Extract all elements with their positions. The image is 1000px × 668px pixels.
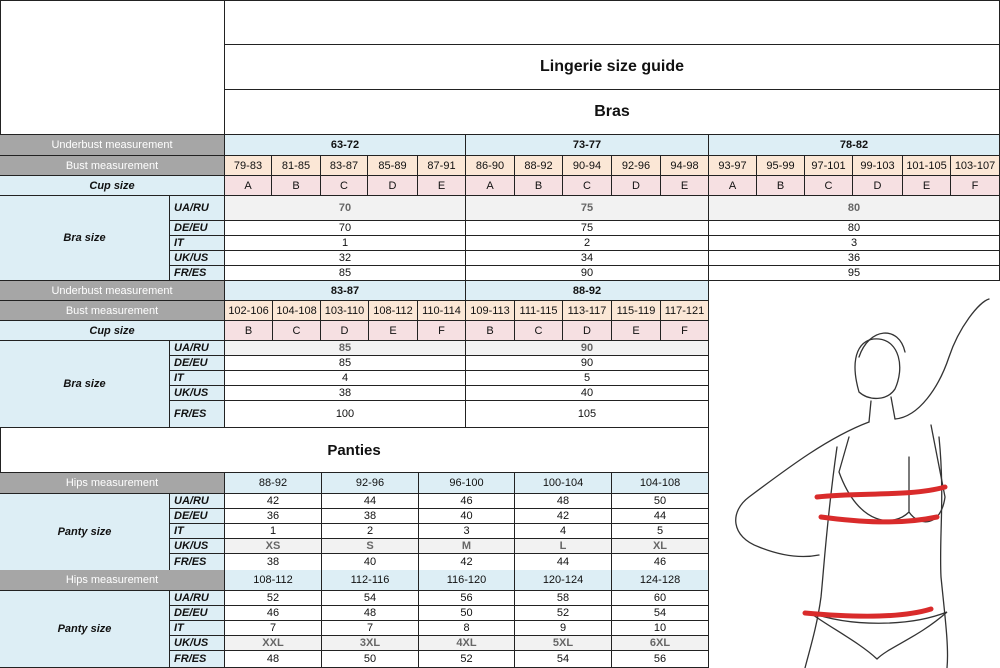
system-label: UK/US: [170, 636, 225, 651]
system-label: FR/ES: [170, 266, 225, 281]
hips-range: 120-124: [515, 570, 612, 591]
hips-measure-line: [805, 609, 931, 616]
system-label: DE/EU: [170, 356, 225, 371]
bust-label: Bust measurement: [0, 301, 225, 321]
panty-size-value: 52: [515, 606, 612, 621]
cup-size: A: [709, 176, 757, 196]
panty-size-value: 7: [225, 621, 322, 636]
panty-size-value: XXL: [225, 636, 322, 651]
figure-torso-left: [805, 447, 837, 668]
underbust-range: 83-87: [225, 281, 466, 301]
system-label: FR/ES: [170, 401, 225, 428]
system-label: IT: [170, 236, 225, 251]
panty-size-value: 3: [419, 524, 515, 539]
figure-head: [855, 339, 900, 399]
bust-range: 103-107: [951, 156, 1000, 176]
system-label: UA/RU: [170, 591, 225, 606]
cup-size: A: [225, 176, 272, 196]
hips-range: 92-96: [322, 473, 419, 494]
figure-left-arm: [736, 422, 869, 557]
bra-size-value: 80: [709, 196, 1000, 221]
cup-size-label: Cup size: [0, 321, 225, 341]
cup-size: F: [418, 321, 466, 341]
bust-range: 88-92: [515, 156, 563, 176]
panty-size-value: 42: [419, 554, 515, 571]
bust-range: 92-96: [612, 156, 661, 176]
bust-range: 104-108: [273, 301, 321, 321]
cup-size: B: [272, 176, 321, 196]
cup-size: E: [369, 321, 418, 341]
panty-size-value: 4XL: [419, 636, 515, 651]
panty-size-value: 46: [612, 554, 709, 571]
bra-size-value: 2: [466, 236, 709, 251]
panty-size-value: 58: [515, 591, 612, 606]
hips-range: 116-120: [419, 570, 515, 591]
panty-size-value: 44: [322, 494, 419, 509]
figure-bra: [839, 425, 945, 522]
panty-size-value: 8: [419, 621, 515, 636]
bust-range: 87-91: [418, 156, 466, 176]
panty-size-value: 56: [612, 651, 709, 668]
cup-size: C: [515, 321, 563, 341]
underbust-range: 63-72: [225, 135, 466, 156]
panty-size-value: 40: [322, 554, 419, 571]
bust-range: 81-85: [272, 156, 321, 176]
bra-size-value: 85: [225, 356, 466, 371]
panty-size-value: 50: [419, 606, 515, 621]
system-label: IT: [170, 371, 225, 386]
figure-neck: [869, 397, 895, 422]
panty-size-label: Panty size: [0, 591, 170, 668]
bust-range: 95-99: [757, 156, 805, 176]
cup-size: B: [466, 321, 515, 341]
bra-size-value: 90: [466, 266, 709, 281]
bra-size-value: 80: [709, 221, 1000, 236]
bra-size-value: 90: [466, 341, 709, 356]
bust-range: 103-110: [321, 301, 369, 321]
bust-range: 108-112: [369, 301, 418, 321]
figure-hair: [859, 333, 905, 357]
system-label: IT: [170, 621, 225, 636]
panty-size-value: 46: [225, 606, 322, 621]
section-bras-title: Bras: [225, 90, 1000, 135]
cup-size: B: [757, 176, 805, 196]
panty-size-value: 54: [322, 591, 419, 606]
hips-range: 108-112: [225, 570, 322, 591]
cup-size: B: [515, 176, 563, 196]
panty-size-value: 48: [322, 606, 419, 621]
panty-size-value: 50: [322, 651, 419, 668]
bust-range: 90-94: [563, 156, 612, 176]
header-top: [225, 0, 1000, 45]
bust-range: 110-114: [418, 301, 466, 321]
cup-size: C: [805, 176, 853, 196]
cup-size: D: [563, 321, 612, 341]
cup-size: A: [466, 176, 515, 196]
bra-size-value: 34: [466, 251, 709, 266]
underbust-label: Underbust measurement: [0, 135, 225, 156]
measurement-illustration: [709, 297, 1000, 668]
system-label: UA/RU: [170, 494, 225, 509]
underbust-range: 88-92: [466, 281, 709, 301]
bust-range: 109-113: [466, 301, 515, 321]
bra-size-value: 38: [225, 386, 466, 401]
panty-size-value: XS: [225, 539, 322, 554]
hips-range: 96-100: [419, 473, 515, 494]
panty-size-label: Panty size: [0, 494, 170, 571]
bust-measure-line: [817, 487, 945, 497]
hips-range: 104-108: [612, 473, 709, 494]
cup-size: B: [225, 321, 273, 341]
hips-label: Hips measurement: [0, 570, 225, 591]
bust-range: 97-101: [805, 156, 853, 176]
panty-size-value: 36: [225, 509, 322, 524]
bust-range: 85-89: [368, 156, 418, 176]
cup-size: E: [661, 176, 709, 196]
bra-size-value: 90: [466, 356, 709, 371]
panty-size-value: 54: [515, 651, 612, 668]
cup-size: E: [612, 321, 661, 341]
bra-size-value: 85: [225, 266, 466, 281]
bust-range: 117-121: [661, 301, 709, 321]
system-label: FR/ES: [170, 554, 225, 571]
cup-size: C: [321, 176, 368, 196]
bra-size-value: 3: [709, 236, 1000, 251]
panty-size-value: 42: [515, 509, 612, 524]
bra-size-value: 36: [709, 251, 1000, 266]
cup-size: D: [368, 176, 418, 196]
panty-size-value: 50: [612, 494, 709, 509]
panty-size-value: 10: [612, 621, 709, 636]
bust-label: Bust measurement: [0, 156, 225, 176]
panty-size-value: 52: [225, 591, 322, 606]
panty-size-value: L: [515, 539, 612, 554]
hips-label: Hips measurement: [0, 473, 225, 494]
bra-size-value: 105: [466, 401, 709, 428]
panty-size-value: 54: [612, 606, 709, 621]
panty-size-value: 48: [225, 651, 322, 668]
bust-range: 93-97: [709, 156, 757, 176]
bra-size-value: 70: [225, 196, 466, 221]
system-label: FR/ES: [170, 651, 225, 668]
panty-size-value: 4: [515, 524, 612, 539]
bra-size-value: 40: [466, 386, 709, 401]
panty-size-value: 52: [419, 651, 515, 668]
cup-size: D: [321, 321, 369, 341]
bust-range: 102-106: [225, 301, 273, 321]
header-blank: [0, 0, 225, 135]
underbust-label: Underbust measurement: [0, 281, 225, 301]
bust-range: 94-98: [661, 156, 709, 176]
cup-size: D: [612, 176, 661, 196]
panty-size-value: 3XL: [322, 636, 419, 651]
cup-size: C: [563, 176, 612, 196]
panty-size-value: 42: [225, 494, 322, 509]
bra-size-value: 100: [225, 401, 466, 428]
panty-size-value: 5XL: [515, 636, 612, 651]
system-label: DE/EU: [170, 221, 225, 236]
panty-size-value: 38: [322, 509, 419, 524]
cup-size-label: Cup size: [0, 176, 225, 196]
cup-size: F: [951, 176, 1000, 196]
bra-size-value: 75: [466, 196, 709, 221]
cup-size: F: [661, 321, 709, 341]
bra-size-value: 95: [709, 266, 1000, 281]
system-label: UK/US: [170, 386, 225, 401]
system-label: DE/EU: [170, 606, 225, 621]
hips-range: 88-92: [225, 473, 322, 494]
underbust-measure-line: [821, 517, 937, 522]
bust-range: 111-115: [515, 301, 563, 321]
figure-right-arm: [895, 299, 989, 419]
bust-range: 99-103: [853, 156, 903, 176]
panty-size-value: 44: [612, 509, 709, 524]
panty-size-value: M: [419, 539, 515, 554]
bra-size-value: 85: [225, 341, 466, 356]
bra-size-label: Bra size: [0, 341, 170, 428]
bust-range: 115-119: [612, 301, 661, 321]
bra-size-value: 5: [466, 371, 709, 386]
panty-size-value: 7: [322, 621, 419, 636]
panty-size-value: 60: [612, 591, 709, 606]
system-label: UA/RU: [170, 196, 225, 221]
bra-size-value: 75: [466, 221, 709, 236]
bust-range: 86-90: [466, 156, 515, 176]
system-label: DE/EU: [170, 509, 225, 524]
bust-range: 101-105: [903, 156, 951, 176]
bra-size-value: 1: [225, 236, 466, 251]
panty-size-value: 56: [419, 591, 515, 606]
hips-range: 100-104: [515, 473, 612, 494]
hips-range: 124-128: [612, 570, 709, 591]
bra-size-label: Bra size: [0, 196, 170, 281]
panty-size-value: 1: [225, 524, 322, 539]
cup-size: D: [853, 176, 903, 196]
cup-size: C: [273, 321, 321, 341]
panty-size-value: 38: [225, 554, 322, 571]
panty-size-value: 48: [515, 494, 612, 509]
system-label: IT: [170, 524, 225, 539]
bra-size-value: 4: [225, 371, 466, 386]
panty-size-value: 6XL: [612, 636, 709, 651]
cup-size: E: [903, 176, 951, 196]
panty-size-value: 9: [515, 621, 612, 636]
bra-size-value: 70: [225, 221, 466, 236]
panty-size-value: 5: [612, 524, 709, 539]
section-panties-title: Panties: [0, 428, 709, 473]
bra-size-value: 32: [225, 251, 466, 266]
bust-range: 83-87: [321, 156, 368, 176]
hips-range: 112-116: [322, 570, 419, 591]
panty-size-value: S: [322, 539, 419, 554]
panty-size-value: 44: [515, 554, 612, 571]
underbust-range: 78-82: [709, 135, 1000, 156]
system-label: UK/US: [170, 251, 225, 266]
bust-range: 113-117: [563, 301, 612, 321]
underbust-range: 73-77: [466, 135, 709, 156]
figure-panty: [809, 612, 947, 659]
panty-size-value: 46: [419, 494, 515, 509]
page-title: Lingerie size guide: [225, 45, 1000, 90]
system-label: UK/US: [170, 539, 225, 554]
panty-size-value: 40: [419, 509, 515, 524]
bust-range: 79-83: [225, 156, 272, 176]
panty-size-value: 2: [322, 524, 419, 539]
cup-size: E: [418, 176, 466, 196]
panty-size-value: XL: [612, 539, 709, 554]
system-label: UA/RU: [170, 341, 225, 356]
